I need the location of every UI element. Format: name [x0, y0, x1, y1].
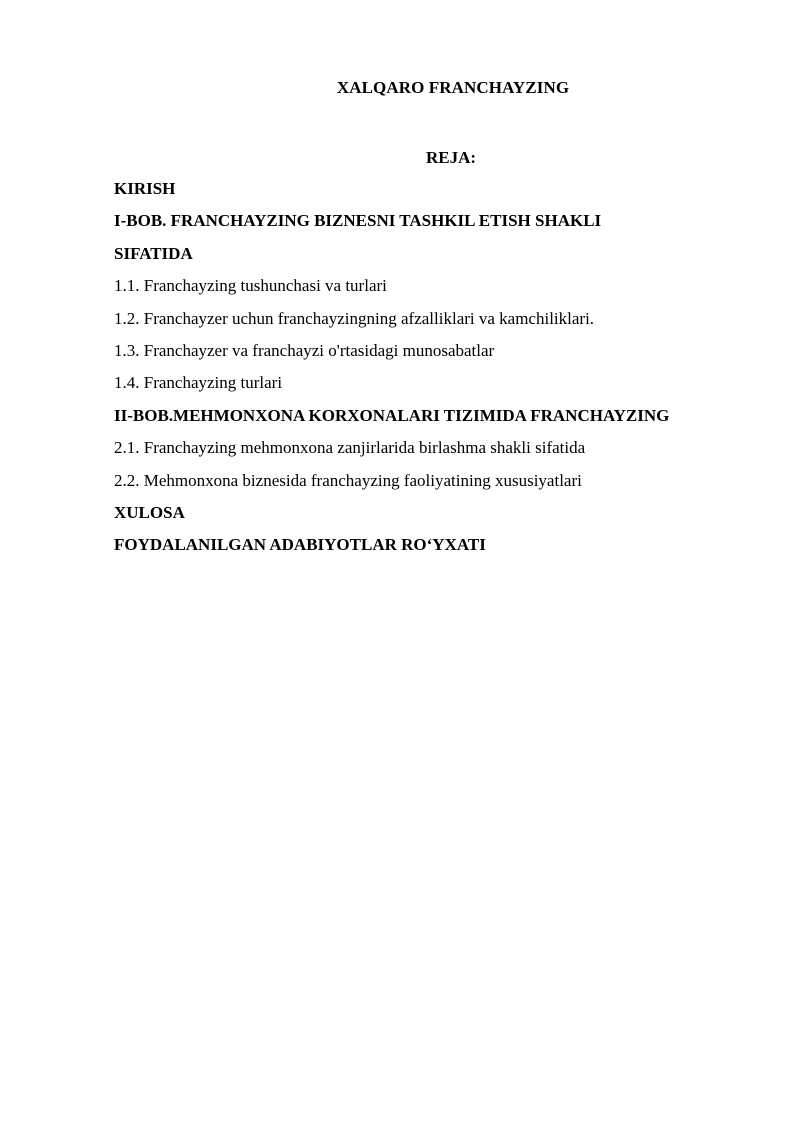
plan-heading: REJA: [426, 148, 477, 167]
document-title: XALQARO FRANCHAYZING [336, 78, 570, 97]
toc-entry: FOYDALANILGAN ADABIYOTLAR RO‘YXATI [114, 535, 486, 555]
toc-entry: KIRISH [114, 179, 176, 198]
toc-entry: SIFATIDA [114, 243, 193, 263]
toc-entry: 1.4. Franchayzing turlari [114, 373, 283, 393]
toc-entry: 1.3. Franchayzer va franchayzi o'rtasidagi munosabatlar [114, 340, 495, 360]
toc-entry: 1.1. Franchayzing tushunchasi va turlari [114, 276, 387, 296]
toc-entry: 2.2. Mehmonxona biznesida franchayzing faoliyatining xususiyatlari [114, 470, 582, 490]
toc-entry: XULOSA [114, 502, 185, 522]
toc-entry: II-BOB.MEHMONXONA KORXONALARI TIZIMIDA FRANCHAYZING [114, 405, 670, 425]
toc-entry: I-BOB. FRANCHAYZING BIZNESNI TASHKIL ETISH SHAKLI [114, 211, 602, 231]
toc-entry: 1.2. Franchayzer uchun franchayzingning afzalliklari va kamchiliklari. [114, 308, 595, 328]
toc-entry: 2.1. Franchayzing mehmonxona zanjirlarida birlashma shakli sifatida [114, 438, 586, 458]
table-of-contents [114, 178, 764, 567]
